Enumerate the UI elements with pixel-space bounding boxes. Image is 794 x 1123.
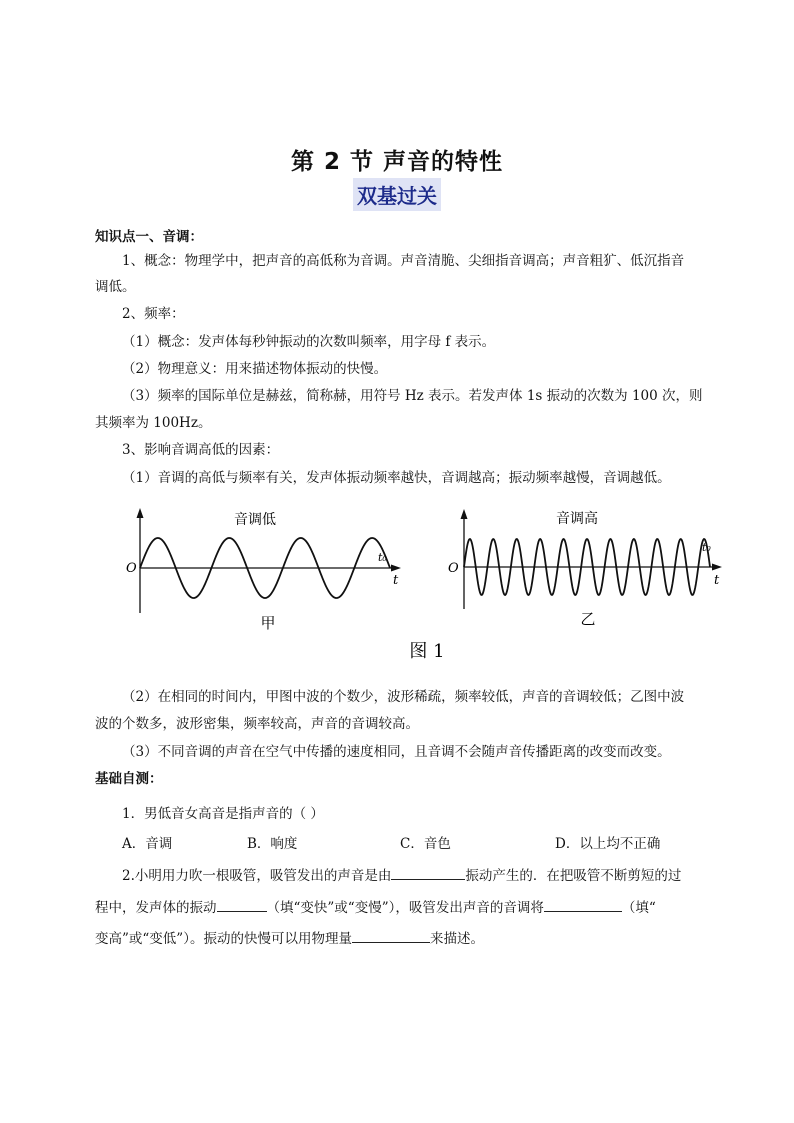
right-t-arrow — [712, 564, 722, 571]
knowledge-line: 调低。 — [95, 279, 136, 295]
section-subtitle: 双基过关 — [353, 178, 441, 211]
left-t0-label: t₀ — [378, 551, 387, 564]
knowledge-line: （2）物理意义：用来描述物体振动的快慢。 — [122, 361, 388, 377]
answer-blank-2[interactable] — [217, 897, 267, 912]
question-2-text: 来描述。 — [429, 931, 484, 947]
right-t-label: t — [714, 573, 720, 588]
left-wave-title: 音调低 — [234, 512, 276, 528]
right-origin-label: O — [448, 561, 459, 576]
knowledge-line: 其频率为 100Hz。 — [95, 415, 212, 431]
right-y-arrow — [461, 509, 468, 519]
left-y-arrow — [137, 508, 144, 518]
analysis-line: 波的个数多，波形密集，频率较高，声音的音调较高。 — [95, 716, 419, 732]
right-wave-title: 音调高 — [556, 511, 598, 527]
figure-label: 图 1 — [409, 641, 445, 662]
knowledge-heading: 知识点一、音调： — [95, 229, 203, 245]
page-title: 第 2 节 声音的特性 — [290, 149, 504, 175]
waveform-figure — [110, 505, 730, 670]
right-t0-label: t₀ — [702, 541, 711, 554]
question-1-option-c[interactable]: C．音色 — [400, 836, 451, 852]
knowledge-line: （1）音调的高低与频率有关，发声体振动频率越快，音调越高；振动频率越慢，音调越低。 — [122, 470, 671, 486]
question-1-option-d[interactable]: D．以上均不正确 — [555, 836, 661, 852]
question-2-text: 2.小明用力吹一根吸管，吸管发出的声音是由 — [122, 868, 392, 884]
left-origin-label: O — [126, 561, 137, 576]
analysis-line: （2）在相同的时间内，甲图中波的个数少，波形稀疏，频率较低，声音的音调较低；乙图中波 — [122, 689, 685, 705]
left-t-arrow — [391, 565, 401, 572]
quiz-heading: 基础自测： — [95, 771, 163, 787]
question-1-option-a[interactable]: A．音调 — [122, 836, 173, 852]
question-1-option-b[interactable]: B．响度 — [247, 836, 298, 852]
question-2-text: （填“变快”或“变慢”），吸管发出声音的音调将 — [266, 900, 544, 916]
analysis-line: （3）不同音调的声音在空气中传播的速度相同，且音调不会随声音传播距离的改变而改变。 — [122, 744, 671, 760]
knowledge-line: 2、频率： — [122, 306, 185, 322]
section-subtitle-wrap — [0, 178, 794, 211]
question-2-line-1 — [122, 863, 681, 889]
knowledge-line: 1、概念：物理学中，把声音的高低称为音调。声音清脆、尖细指音调高；声音粗犷、低沉指音 — [122, 253, 685, 269]
answer-blank-1[interactable] — [391, 865, 465, 880]
answer-blank-3[interactable] — [544, 897, 622, 912]
left-caption: 甲 — [260, 614, 276, 632]
question-1-stem: 1．男低音女高音是指声音的（ ） — [122, 806, 324, 822]
knowledge-line: （3）频率的国际单位是赫兹，简称赫，用符号 Hz 表示。若发声体 1s 振动的次数为 100 次，则 — [122, 388, 703, 404]
knowledge-line: （1）概念：发声体每秒钟振动的次数叫频率，用字母 f 表示。 — [122, 334, 496, 350]
left-t-label: t — [393, 573, 399, 588]
question-2-text: （填“ — [621, 900, 656, 916]
question-2-line-3 — [95, 926, 484, 952]
right-caption: 乙 — [580, 610, 596, 628]
knowledge-line: 3、影响音调高低的因素： — [122, 442, 280, 458]
question-2-line-2 — [95, 895, 656, 921]
question-2-text: 变高”或“变低”）。振动的快慢可以用物理量 — [95, 931, 352, 947]
question-2-text: 程中，发声体的振动 — [95, 900, 217, 916]
question-2-text: 振动产生的．在把吸管不断剪短的过 — [465, 868, 682, 884]
answer-blank-4[interactable] — [352, 928, 430, 943]
